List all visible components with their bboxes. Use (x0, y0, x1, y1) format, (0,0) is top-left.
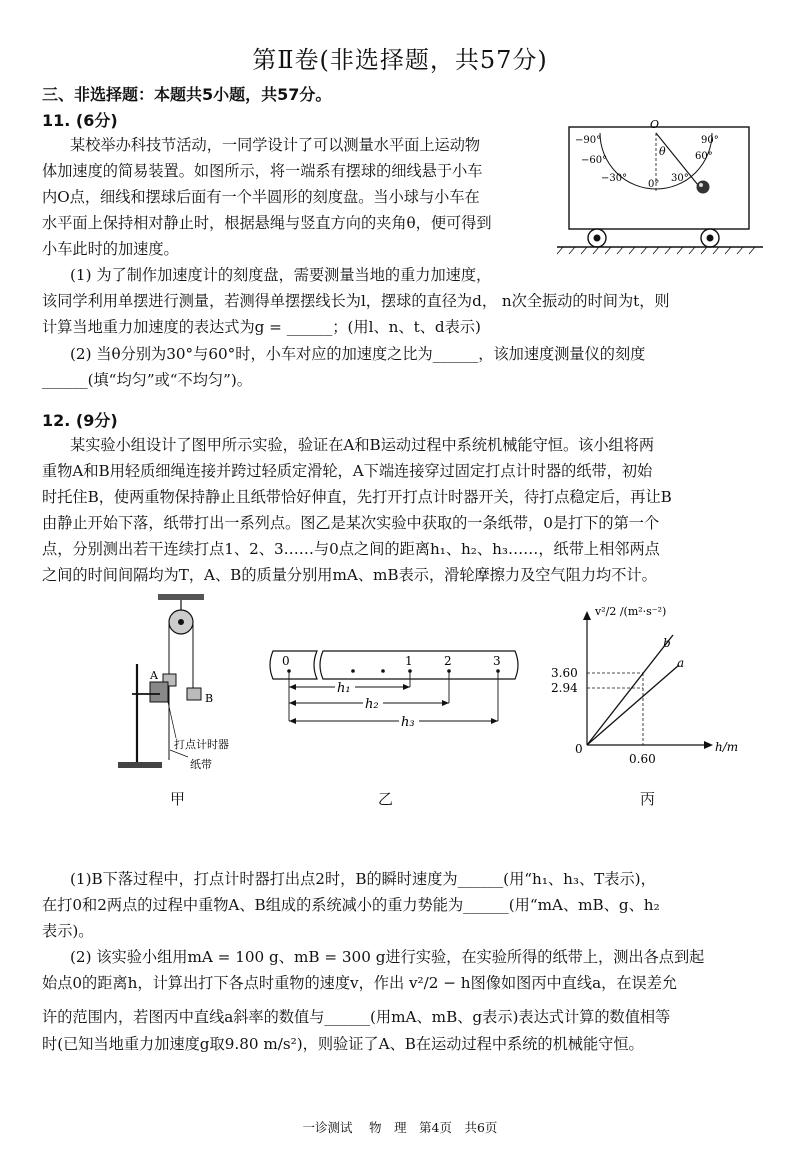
page-footer: 一诊测试 物 理 第4页 共6页 (302, 1120, 498, 1135)
weight-a-label: A (150, 669, 158, 682)
graph-figure (551, 595, 755, 775)
line-a-label: a (677, 656, 685, 670)
origin-label: 0 (575, 742, 583, 756)
q11-line: (2) 当θ分别为30°与60°时，小车对应的加速度之比为______，该加速度测量仪的刻度 (70, 345, 646, 363)
point-o-label: O (650, 118, 660, 131)
q11-line: 小车此时的加速度。 (42, 240, 179, 258)
q11-line: 某校举办科技节活动，一同学设计了可以测量水平面上运动物 (70, 136, 481, 154)
h1-label: h₁ (337, 681, 351, 696)
tape-point-label: 2 (444, 654, 452, 668)
q12-line: 重物A和B用轻质细绳连接并跨过轻质定滑轮，A下端连接穿过固定打点计时器的纸带，初始 (42, 462, 653, 480)
tape-point-label: 0 (282, 654, 290, 668)
h2-label: h₂ (365, 697, 379, 712)
q12-line: 之间的时间间隔均为T，A、B的质量分别用mA、mB表示，滑轮摩擦力及空气阻力均不计。 (42, 566, 657, 584)
q12-header: 12. (9分) (42, 411, 118, 430)
line-b-label: b (663, 636, 671, 650)
scale-label: 0° (648, 179, 660, 190)
section-heading: 三、非选择题：本题共5小题，共57分。 (42, 85, 332, 104)
scale-label: −60° (581, 155, 608, 166)
line-a (587, 665, 679, 745)
q12-part-line: 许的范围内，若图丙中直线a斜率的数值与______(用mA、mB、g表示)表达式计算的数值相等 (42, 1008, 671, 1026)
tape-point-label: 1 (405, 654, 413, 668)
q11-line: 计算当地重力加速度的表达式为g = ______；(用l、n、t、d表示) (42, 318, 481, 336)
y-tick-label: 2.94 (551, 681, 578, 695)
tape-point-label: 3 (493, 654, 501, 668)
q11-line: 内O点，细线和摆球后面有一个半圆形的刻度盘。当小球与小车在 (42, 188, 480, 206)
x-axis-label: h/m (715, 740, 739, 754)
q11-line: ______(填“均匀”或“不均匀”)。 (42, 371, 252, 389)
scale-label: 60° (695, 151, 713, 162)
cart-pendulum-figure (555, 115, 765, 255)
paper-tape-figure (265, 645, 525, 735)
y-axis-label: v²/2 /(m²·s⁻²) (595, 605, 667, 618)
figure-caption: 丙 (640, 790, 656, 808)
q12-line: 时托住B，使两重物保持静止且纸带恰好伸直，先打开打点计时器开关，待打点稳定后，再让B (42, 488, 672, 506)
scale-label: −90° (575, 135, 602, 146)
scale-label: 90° (701, 135, 719, 146)
q11-line: 该同学利用单摆进行测量，若测得单摆摆线长为l，摆球的直径为d， n次全振动的时间为t，则 (42, 292, 670, 310)
line-b (587, 635, 673, 745)
q12-part-line: (2) 该实验小组用mA = 100 g、mB = 300 g进行实验，在实验所得的纸带上，测出各点到起 (70, 948, 705, 966)
figure-caption: 乙 (378, 790, 394, 808)
scale-label: 30° (671, 173, 689, 184)
q12-part-line: 时(已知当地重力加速度g取9.80 m/s²)，则验证了A、B在运动过程中系统的机械能守恒。 (42, 1035, 644, 1053)
scale-label: −30° (601, 173, 628, 184)
weight-b-label: B (205, 692, 214, 705)
h3-label: h₃ (401, 715, 415, 730)
theta-label: θ (659, 145, 666, 158)
x-tick-label: 0.60 (629, 752, 656, 766)
q12-part-line: (1)B下落过程中，打点计时器打出点2时，B的瞬时速度为______(用“h₁、h₃、T表示)， (70, 870, 656, 888)
q11-line: 体加速度的简易装置。如图所示，将一端系有摆球的细线悬于小车 (42, 162, 483, 180)
page-title: 第Ⅱ卷(非选择题，共57分) (252, 46, 548, 74)
apparatus-figure (110, 590, 260, 780)
timer-label: 打点计时器 (174, 738, 229, 751)
q11-line: (1) 为了制作加速度计的刻度盘，需要测量当地的重力加速度， (70, 266, 492, 284)
q12-part-line: 始点0的距离h，计算出打下各点时重物的速度v，作出 v²/2 − h图像如图丙中直线a，在误差允 (42, 974, 678, 992)
q12-line: 点，分别测出若干连续打点1、2、3……与0点之间的距离h₁、h₂、h₃……，纸带上相邻两点 (42, 540, 660, 558)
y-tick-label: 3.60 (551, 666, 578, 680)
q11-header: 11. (6分) (42, 111, 118, 130)
q12-part-line: 在打0和2两点的过程中重物A、B组成的系统减小的重力势能为______(用“mA、mB、g、h₂ (42, 896, 660, 914)
q12-part-line: 表示)。 (42, 922, 94, 940)
q11-line: 水平面上保持相对静止时，根据悬绳与竖直方向的夹角θ，便可得到 (42, 214, 492, 232)
q12-line: 某实验小组设计了图甲所示实验，验证在A和B运动过程中系统机械能守恒。该小组将两 (70, 436, 655, 454)
tape-label: 纸带 (190, 758, 212, 771)
figure-caption: 甲 (170, 790, 186, 808)
q12-line: 由静止开始下落，纸带打出一系列点。图乙是某次实验中获取的一条纸带，0是打下的第一个 (42, 514, 660, 532)
